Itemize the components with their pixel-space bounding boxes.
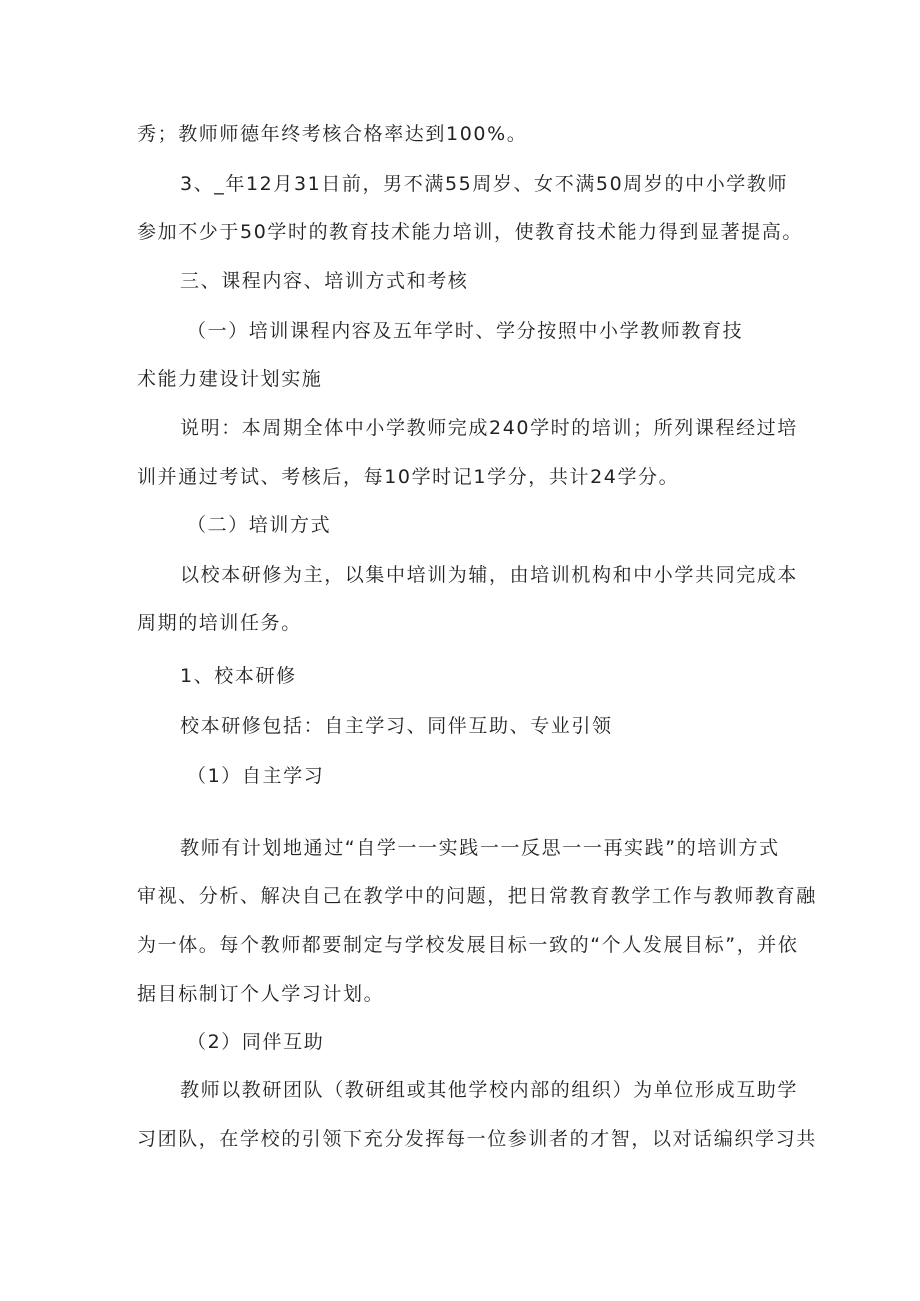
item-heading: （2）同伴互助 [187,1031,325,1053]
subsection-heading: （二）培训方式 [187,514,332,536]
item-heading: 1、校本研修 [180,665,297,687]
paragraph-line: 教师有计划地通过“自学一一实践一一反思一一再实践”的培训方式 [180,837,780,859]
paragraph-line: 审视、分析、解决自己在教学中的问题，把日常教育教学工作与教师教育融 [137,885,817,907]
paragraph-line: 为一体。每个教师都要制定与学校发展目标一致的“个人发展目标”，并依 [137,934,799,956]
section-heading: 三、课程内容、培训方式和考核 [180,270,469,292]
paragraph-line: 秀；教师师德年终考核合格率达到100%。 [137,123,528,145]
paragraph-line: 训并通过考试、考核后，每10学时记1学分，共计24学分。 [137,466,680,488]
item-heading: （1）自主学习 [187,765,325,787]
paragraph-line: 教师以教研团队（教研组或其他学校内部的组织）为单位形成互助学 [180,1079,799,1101]
paragraph-line: 习团队，在学校的引领下充分发挥每一位参训者的才智，以对话编织学习共 [137,1128,817,1150]
paragraph-line: 说明：本周期全体中小学教师完成240学时的培训；所列课程经过培 [180,417,798,439]
paragraph-line: 术能力建设计划实施 [137,368,323,390]
paragraph-line: 参加不少于50学时的教育技术能力培训，使教育技术能力得到显著提高。 [137,221,803,243]
paragraph-line: 校本研修包括：自主学习、同伴互助、专业引领 [180,715,613,737]
paragraph-line: 3、_年12月31日前，男不满55周岁、女不满50周岁的中小学教师 [180,173,789,195]
paragraph-line: 以校本研修为主，以集中培训为辅，由培训机构和中小学共同完成本 [180,564,799,586]
paragraph-line: 据目标制订个人学习计划。 [137,983,385,1005]
subsection-heading: （一）培训课程内容及五年学时、学分按照中小学教师教育技 [187,320,744,342]
paragraph-line: 周期的培训任务。 [137,612,302,634]
